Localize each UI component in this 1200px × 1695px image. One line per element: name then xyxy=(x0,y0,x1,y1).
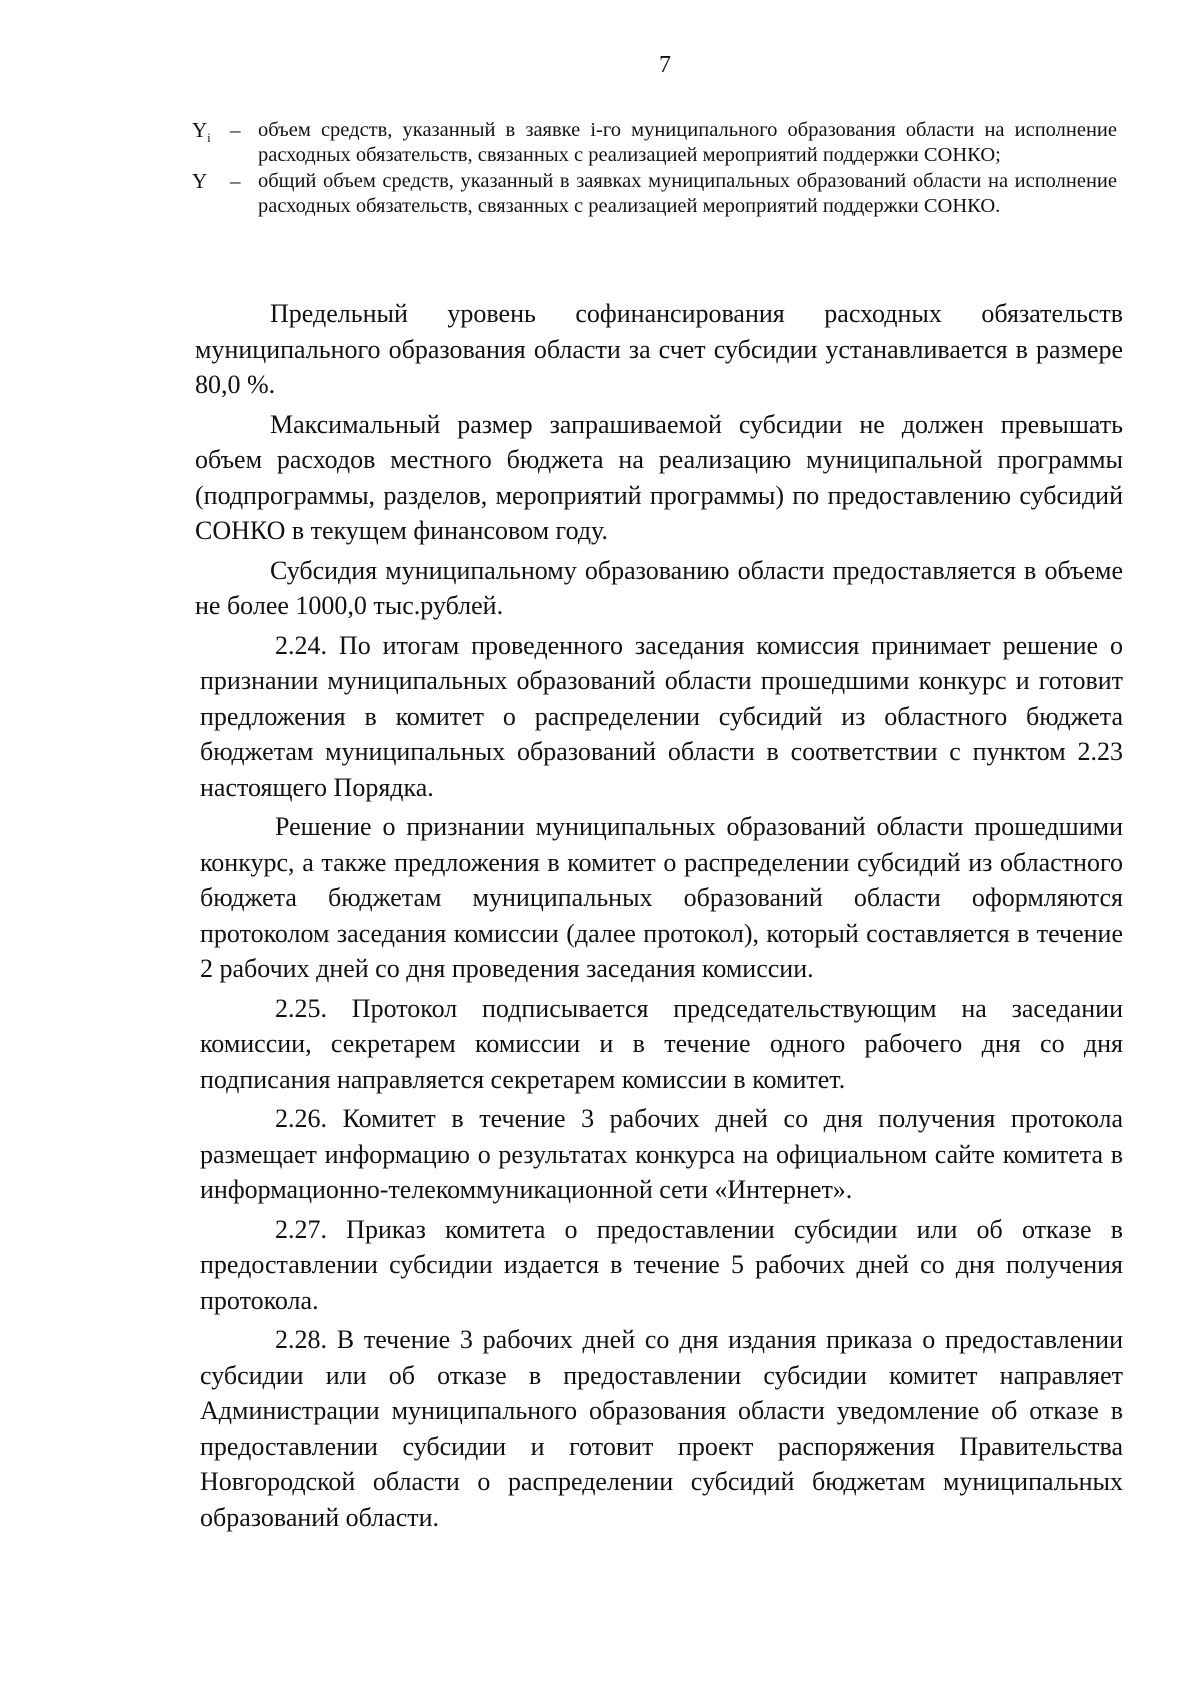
body-text xyxy=(195,296,1123,1535)
page-number: 7 xyxy=(659,52,671,78)
paragraph-cofinancing-level: Предельный уровень софинансирования расходных обязательств муниципального образования области за счет субсидии устанавливается в размере 80,0 %. xyxy=(195,299,1123,399)
definition-symbol: Y xyxy=(192,169,208,193)
definition-dash: – xyxy=(230,169,241,193)
paragraph-2-27: 2.27. Приказ комитета о предоставлении субсидии или об отказе в предоставлении субсидии издается в течение 5 рабочих дней со дня получения протокола. xyxy=(200,1214,1123,1315)
paragraph-subsidy-limit: Субсидия муниципальному образованию области предоставляется в объеме не более 1000,0 тыс.рублей. xyxy=(195,555,1123,620)
paragraph-max-subsidy: Максимальный размер запрашиваемой субсидии не должен превышать объем расходов местного бюджета на реализацию муниципальной программы (подпрограммы, разделов, мероприятий программы) по предоставлению субсидий СОНКО в текущем финансовом году. xyxy=(195,409,1123,545)
paragraph-2-25: 2.25. Протокол подписывается председательствующим на заседании комиссии, секретарем комиссии и в течение одного рабочего дня со дня подписания направляется секретарем комиссии в комитет. xyxy=(200,993,1123,1094)
paragraph-2-28: 2.28. В течение 3 рабочих дней со дня издания приказа о предоставлении субсидии или об отказе в предоставлении субсидии комитет направляет Администрации муниципального образования области уведомление об отказе в предоставлении субсидии и готовит проект распоряжения Правительства Новгородской области о распределении субсидий бюджетам муниципальных образований области. xyxy=(200,1325,1123,1532)
definition-text: объем средств, указанный в заявке i-го муниципального образования области на исполнение расходных обязательств, связанных с реализацией мероприятий поддержки СОНКО; xyxy=(258,119,1117,166)
definition-row xyxy=(192,118,1117,167)
paragraph-2-26: 2.26. Комитет в течение 3 рабочих дней со дня получения протокола размещает информацию о результатах конкурса на официальном сайте комитета в информационно-телекоммуникационной сети «Интернет». xyxy=(200,1104,1123,1204)
definition-dash: – xyxy=(230,118,241,142)
definition-row xyxy=(192,169,1117,218)
paragraph-decision: Решение о признании муниципальных образований области прошедшими конкурс, а также предложения в комитет о распределении субсидий из областного бюджета бюджетам муниципальных образований области оформляются протоколом заседания комиссии (далее протокол), который составляется в течение 2 рабочих дней со дня проведения заседания комиссии. xyxy=(200,812,1123,983)
definition-symbol: $Y_i$ xyxy=(192,118,211,146)
paragraph-2-24: 2.24. По итогам проведенного заседания комиссия принимает решение о признании муниципальных образований области прошедшими конкурс и готовит предложения в комитет о распределении субсидий из областного бюджета бюджетам муниципальных образований области в соответствии с пунктом 2.23 настоящего Порядка. xyxy=(200,630,1123,802)
definition-text: общий объем средств, указанный в заявках муниципальных образований области на исполнение расходных обязательств, связанных с реализацией мероприятий поддержки СОНКО. xyxy=(258,170,1117,217)
variable-definitions xyxy=(192,118,1117,220)
